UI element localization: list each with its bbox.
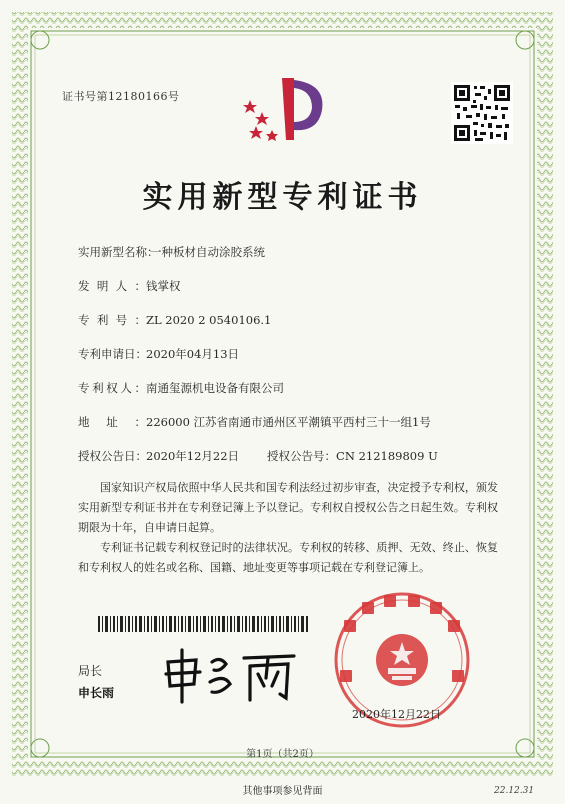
signatory-name: 申长雨 [78, 686, 115, 700]
inventor-value: 钱掌权 [146, 279, 181, 293]
barcode-icon [98, 616, 308, 632]
address-row [78, 414, 431, 430]
patentee-label: 专利权人： [78, 381, 146, 395]
grant-number-label: 授权公告号： [267, 449, 337, 463]
certificate-title: 实用新型专利证书 [142, 180, 423, 215]
filing-date-label: 专利申请日： [78, 347, 147, 361]
inventor-row [78, 278, 181, 294]
grant-date-value: 2020年12月22日 [146, 449, 240, 463]
patent-number-value: ZL 2020 2 0540106.1 [146, 313, 272, 327]
utility-name-row [78, 244, 265, 260]
grant-date-label: 授权公告日： [78, 449, 147, 463]
patent-number-row [78, 312, 271, 328]
legal-status-paragraph: 专利证书记载专利权登记时的法律状况。专利权的转移、质押、无效、终止、恢复和专利权人的姓名或名称、国籍、地址变更等事项记载在专利登记簿上。 [78, 541, 498, 574]
signature-icon [160, 648, 300, 704]
patent-number-label: 专利号： [78, 313, 146, 327]
utility-name-label: 实用新型名称： [78, 245, 159, 259]
page-number: 第1页（共2页） [246, 749, 319, 760]
address-label: 地址： [78, 415, 146, 429]
grant-row [78, 448, 438, 464]
back-notice: 其他事项参见背面 [242, 786, 323, 797]
patentee-row [78, 380, 284, 396]
certificate-number: 证书号第12180166号 [62, 90, 180, 103]
grant-statement-paragraph: 国家知识产权局依照中华人民共和国专利法经过初步审查，决定授予专利权，颁发实用新型专利证书并在专利登记簿上予以登记。专利权自授权公告之日起生效。专利权期限为十年，自申请日起算。 [78, 481, 498, 534]
signatory-role: 局长 [78, 664, 103, 678]
inventor-label: 发明人： [78, 279, 146, 293]
filing-date-value: 2020年04月13日 [146, 347, 240, 361]
utility-name-value: 一种板材自动涂胶系统 [150, 245, 265, 259]
patentee-value: 南通玺源机电设备有限公司 [146, 381, 284, 395]
seal-date: 2020年12月22日 [352, 708, 441, 721]
qr-code-icon [451, 82, 513, 144]
filing-date-row [78, 346, 239, 362]
sipo-emblem-icon [240, 70, 330, 150]
address-value: 226000 江苏省南通市通州区平潮镇平西村三十一组1号 [146, 415, 431, 429]
handwritten-note: 22.12.31 [494, 786, 535, 796]
grant-number-value: CN 212189809 U [336, 449, 438, 463]
